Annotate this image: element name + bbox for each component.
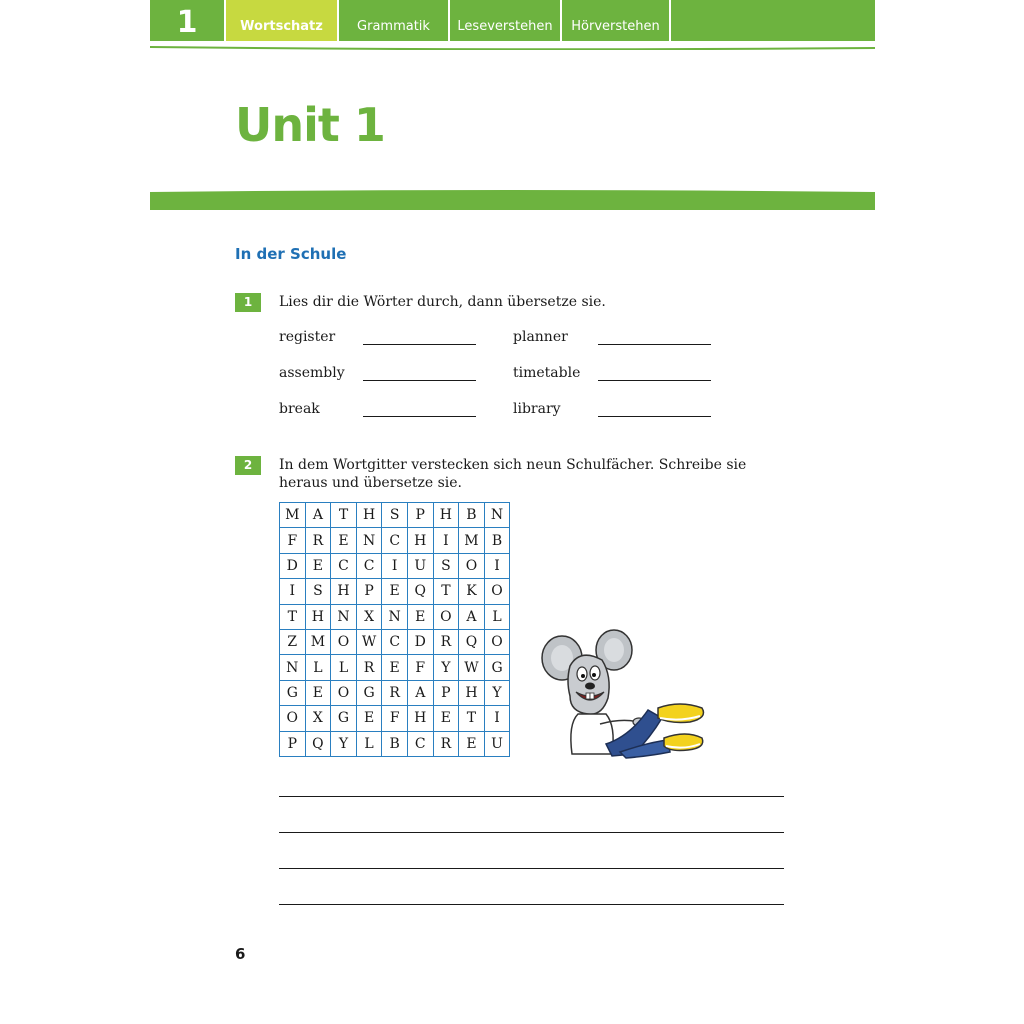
grid-cell[interactable]: N xyxy=(356,528,382,553)
exercise-number-1: 1 xyxy=(235,293,261,312)
workbook-page xyxy=(150,0,875,1024)
mouse-illustration xyxy=(540,626,715,761)
section-title: In der Schule xyxy=(235,245,347,263)
grid-cell[interactable]: T xyxy=(280,604,306,629)
grid-cell[interactable]: E xyxy=(356,706,382,731)
vocab-word: register xyxy=(279,329,336,345)
header-wave-line xyxy=(150,45,875,50)
grid-cell[interactable]: O xyxy=(484,579,510,604)
grid-cell[interactable]: P xyxy=(280,731,306,756)
grid-cell[interactable]: C xyxy=(382,629,408,654)
grid-cell[interactable]: A xyxy=(305,503,331,528)
vocab-answer-line[interactable] xyxy=(598,416,711,417)
grid-cell[interactable]: O xyxy=(433,604,459,629)
grid-row xyxy=(280,503,510,528)
grid-cell[interactable]: Y xyxy=(433,655,459,680)
grid-cell[interactable]: D xyxy=(280,553,306,578)
grid-cell[interactable]: R xyxy=(433,629,459,654)
exercise-number-2: 2 xyxy=(235,456,261,475)
grid-row xyxy=(280,655,510,680)
grid-cell[interactable]: A xyxy=(459,604,485,629)
grid-cell[interactable]: R xyxy=(356,655,382,680)
page-number: 6 xyxy=(235,945,246,963)
answer-line[interactable] xyxy=(279,904,784,905)
grid-cell[interactable]: R xyxy=(433,731,459,756)
exercise-2-instruction: In dem Wortgitter verstecken sich neun Schulfächer. Schreibe sie heraus und übersetze sie. xyxy=(279,457,747,491)
grid-cell[interactable]: I xyxy=(280,579,306,604)
grid-cell[interactable]: S xyxy=(382,503,408,528)
top-tab-bar xyxy=(150,0,875,41)
grid-cell[interactable]: T xyxy=(459,706,485,731)
grid-row xyxy=(280,604,510,629)
grid-cell[interactable]: P xyxy=(433,680,459,705)
vocab-answer-line[interactable] xyxy=(598,344,711,345)
grid-cell[interactable]: R xyxy=(305,528,331,553)
vocab-answer-line[interactable] xyxy=(363,380,476,381)
grid-cell[interactable]: W xyxy=(356,629,382,654)
grid-cell[interactable]: C xyxy=(407,731,433,756)
grid-cell[interactable]: I xyxy=(382,553,408,578)
grid-cell[interactable]: U xyxy=(484,731,510,756)
grid-cell[interactable]: Z xyxy=(280,629,306,654)
grid-cell[interactable]: H xyxy=(407,528,433,553)
grid-cell[interactable]: E xyxy=(305,553,331,578)
answer-line[interactable] xyxy=(279,832,784,833)
grid-cell[interactable]: H xyxy=(433,503,459,528)
tab-hoerverstehen[interactable]: Hörverstehen xyxy=(560,0,671,41)
grid-cell[interactable]: A xyxy=(407,680,433,705)
grid-cell[interactable]: M xyxy=(280,503,306,528)
grid-cell[interactable]: Y xyxy=(331,731,357,756)
tab-grammatik[interactable]: Grammatik xyxy=(337,0,448,41)
grid-cell[interactable]: O xyxy=(331,629,357,654)
grid-cell[interactable]: L xyxy=(356,731,382,756)
grid-cell[interactable]: N xyxy=(484,503,510,528)
grid-cell[interactable]: B xyxy=(484,528,510,553)
grid-cell[interactable]: I xyxy=(433,528,459,553)
grid-cell[interactable]: G xyxy=(356,680,382,705)
grid-cell[interactable]: E xyxy=(331,528,357,553)
grid-cell[interactable]: I xyxy=(484,553,510,578)
grid-cell[interactable]: E xyxy=(382,579,408,604)
grid-cell[interactable]: Q xyxy=(459,629,485,654)
vocab-word: library xyxy=(513,401,561,417)
grid-cell[interactable]: L xyxy=(305,655,331,680)
grid-cell[interactable]: L xyxy=(484,604,510,629)
grid-cell[interactable]: W xyxy=(459,655,485,680)
vocab-answer-line[interactable] xyxy=(598,380,711,381)
grid-row xyxy=(280,629,510,654)
grid-cell[interactable]: Q xyxy=(407,579,433,604)
tab-leseverstehen[interactable]: Leseverstehen xyxy=(448,0,560,41)
grid-cell[interactable]: O xyxy=(331,680,357,705)
grid-cell[interactable]: C xyxy=(382,528,408,553)
grid-row xyxy=(280,579,510,604)
grid-cell[interactable]: B xyxy=(459,503,485,528)
grid-cell[interactable]: P xyxy=(356,579,382,604)
grid-cell[interactable]: Q xyxy=(305,731,331,756)
grid-cell[interactable]: C xyxy=(331,553,357,578)
grid-cell[interactable]: X xyxy=(305,706,331,731)
grid-cell[interactable]: S xyxy=(433,553,459,578)
grid-cell[interactable]: E xyxy=(382,655,408,680)
grid-cell[interactable]: H xyxy=(407,706,433,731)
grid-cell[interactable]: N xyxy=(331,604,357,629)
grid-cell[interactable]: I xyxy=(484,706,510,731)
grid-cell[interactable]: T xyxy=(433,579,459,604)
title-band xyxy=(150,190,875,210)
grid-cell[interactable]: E xyxy=(459,731,485,756)
answer-line[interactable] xyxy=(279,796,784,797)
grid-cell[interactable]: F xyxy=(280,528,306,553)
vocab-answer-line[interactable] xyxy=(363,416,476,417)
exercise-1-instruction: Lies dir die Wörter durch, dann übersetze sie. xyxy=(279,294,606,310)
grid-cell[interactable]: F xyxy=(407,655,433,680)
vocab-word: timetable xyxy=(513,365,581,381)
grid-row xyxy=(280,731,510,756)
grid-cell[interactable]: E xyxy=(305,680,331,705)
grid-cell[interactable]: Y xyxy=(484,680,510,705)
grid-cell[interactable]: H xyxy=(305,604,331,629)
vocab-answer-line[interactable] xyxy=(363,344,476,345)
grid-cell[interactable]: F xyxy=(382,706,408,731)
grid-cell[interactable]: H xyxy=(331,579,357,604)
grid-cell[interactable]: H xyxy=(356,503,382,528)
grid-cell[interactable]: G xyxy=(280,680,306,705)
grid-cell[interactable]: N xyxy=(280,655,306,680)
grid-cell[interactable]: R xyxy=(382,680,408,705)
unit-title: Unit 1 xyxy=(235,98,385,152)
grid-row xyxy=(280,528,510,553)
grid-cell[interactable]: N xyxy=(382,604,408,629)
vocab-word: assembly xyxy=(279,365,345,381)
grid-cell[interactable]: O xyxy=(280,706,306,731)
grid-row xyxy=(280,706,510,731)
grid-cell[interactable]: D xyxy=(407,629,433,654)
grid-cell[interactable]: O xyxy=(459,553,485,578)
grid-cell[interactable]: G xyxy=(484,655,510,680)
grid-cell[interactable]: S xyxy=(305,579,331,604)
grid-cell[interactable]: E xyxy=(433,706,459,731)
tab-wortschatz[interactable]: Wortschatz xyxy=(224,0,337,41)
grid-cell[interactable]: B xyxy=(382,731,408,756)
grid-cell[interactable]: M xyxy=(305,629,331,654)
vocab-word: planner xyxy=(513,329,568,345)
grid-cell[interactable]: E xyxy=(407,604,433,629)
grid-cell[interactable]: C xyxy=(356,553,382,578)
grid-cell[interactable]: P xyxy=(407,503,433,528)
grid-cell[interactable]: G xyxy=(331,706,357,731)
grid-cell[interactable]: T xyxy=(331,503,357,528)
vocab-word: break xyxy=(279,401,320,417)
unit-number-badge: 1 xyxy=(176,5,198,40)
grid-row xyxy=(280,553,510,578)
grid-cell[interactable]: L xyxy=(331,655,357,680)
grid-cell[interactable]: O xyxy=(484,629,510,654)
word-search-grid[interactable] xyxy=(279,502,510,757)
grid-cell[interactable]: U xyxy=(407,553,433,578)
answer-line[interactable] xyxy=(279,868,784,869)
grid-cell[interactable]: M xyxy=(459,528,485,553)
grid-cell[interactable]: K xyxy=(459,579,485,604)
grid-cell[interactable]: H xyxy=(459,680,485,705)
grid-row xyxy=(280,680,510,705)
grid-cell[interactable]: X xyxy=(356,604,382,629)
